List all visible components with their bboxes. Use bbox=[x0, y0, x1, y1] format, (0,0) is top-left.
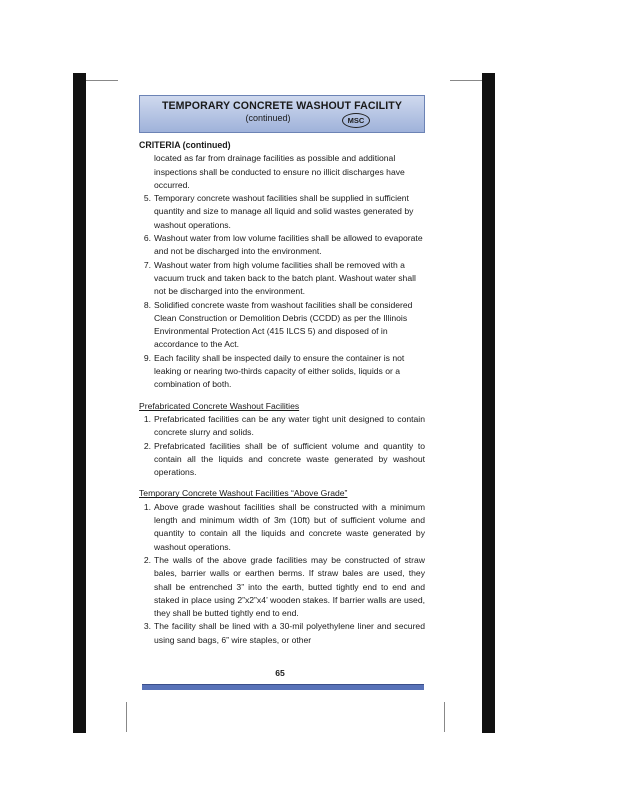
list-item-text: Washout water from high volume facilities shall be removed with a vacuum truck and taken back to the batch plant. Washout water shall not be discharged into the environment. bbox=[154, 259, 416, 297]
msc-badge: MSC bbox=[342, 113, 370, 128]
right-page-bar bbox=[482, 73, 495, 733]
above-grade-list bbox=[139, 501, 425, 647]
list-item-text: Prefabricated facilities can be any water tight unit designed to contain concrete slurry and solids. bbox=[154, 413, 425, 438]
list-item-number: 8. bbox=[143, 299, 151, 310]
list-item bbox=[139, 413, 425, 440]
list-item-number: 3. bbox=[143, 621, 151, 632]
left-page-bar bbox=[73, 73, 86, 733]
crop-mark bbox=[126, 702, 127, 732]
footer-bar bbox=[142, 684, 424, 690]
list-item-text: Washout water from low volume facilities shall be allowed to evaporate and not be discharged into the environment. bbox=[154, 233, 423, 257]
crop-mark bbox=[450, 80, 482, 81]
list-item bbox=[139, 352, 425, 392]
prefab-list bbox=[139, 413, 425, 479]
title-banner bbox=[139, 95, 425, 133]
crop-mark bbox=[444, 702, 445, 732]
list-item-number: 9. bbox=[143, 352, 151, 363]
page-content bbox=[139, 95, 425, 647]
list-item bbox=[139, 554, 425, 620]
list-item-text: The facility shall be lined with a 30-mil polyethylene liner and secured using sand bags, 6” wire staples, or other bbox=[154, 621, 425, 645]
list-item-number: 2. bbox=[143, 440, 151, 451]
list-item-text: Prefabricated facilities shall be of sufficient volume and quantity to contain all the liquids and concrete waste generated by washout operations. bbox=[154, 440, 425, 478]
page-number: 65 bbox=[275, 668, 285, 678]
criteria-heading: CRITERIA (continued) bbox=[139, 140, 231, 150]
list-item-text: Above grade washout facilities shall be constructed with a minimum length and minimum width of 3m (10ft) but of sufficient volume and quantity to contain all the liquids and concrete waste generated by washout operations. bbox=[154, 501, 425, 552]
criteria-lead-text: located as far from drainage facilities as possible and additional inspections shall be conducted to ensure no illicit discharges have occurred. bbox=[154, 153, 405, 190]
page-subtitle: (continued) bbox=[245, 113, 291, 123]
page-title: TEMPORARY CONCRETE WASHOUT FACILITY bbox=[161, 100, 403, 112]
list-item-text: Solidified concrete waste from washout facilities shall be considered Clean Construction or Demolition Debris (CCDD) as per the Illinois Environmental Protection Act (415 ILCS 5) and disposed of in accordance to the Act. bbox=[154, 299, 413, 350]
list-item bbox=[139, 501, 425, 554]
list-item-number: 1. bbox=[143, 413, 151, 424]
list-item-number: 2. bbox=[143, 554, 151, 565]
list-item bbox=[139, 440, 425, 480]
crop-mark bbox=[86, 80, 118, 81]
list-item-number: 6. bbox=[143, 233, 151, 244]
list-item-text: Each facility shall be inspected daily to ensure the container is not leaking or nearing two-thirds capacity of either solids, liquids or a combination of both. bbox=[154, 352, 405, 390]
list-item bbox=[139, 192, 425, 232]
list-item-text: Temporary concrete washout facilities shall be supplied in sufficient quantity and size to manage all liquid and solid wastes generated by washout operations. bbox=[154, 193, 414, 230]
prefab-heading: Prefabricated Concrete Washout Facilities bbox=[139, 400, 300, 411]
above-grade-heading: Temporary Concrete Washout Facilities “Above Grade” bbox=[139, 488, 348, 499]
list-item bbox=[139, 620, 425, 647]
list-item bbox=[139, 259, 425, 299]
list-item-number: 7. bbox=[143, 259, 151, 270]
list-item bbox=[139, 232, 425, 259]
list-item-text: The walls of the above grade facilities may be constructed of straw bales, barrier walls or earthen berms. If straw bales are used, they shall be entrenched 3” into the earth, butted tightly end to end and staked in place using 2”x2”x4’ wooden stakes. If barrier walls are used, they shall be butted tightly end to end. bbox=[154, 554, 425, 619]
document-body bbox=[139, 139, 425, 647]
list-item-number: 1. bbox=[143, 501, 151, 512]
list-item-number: 5. bbox=[143, 193, 151, 204]
list-item bbox=[139, 299, 425, 352]
criteria-list bbox=[139, 192, 425, 391]
